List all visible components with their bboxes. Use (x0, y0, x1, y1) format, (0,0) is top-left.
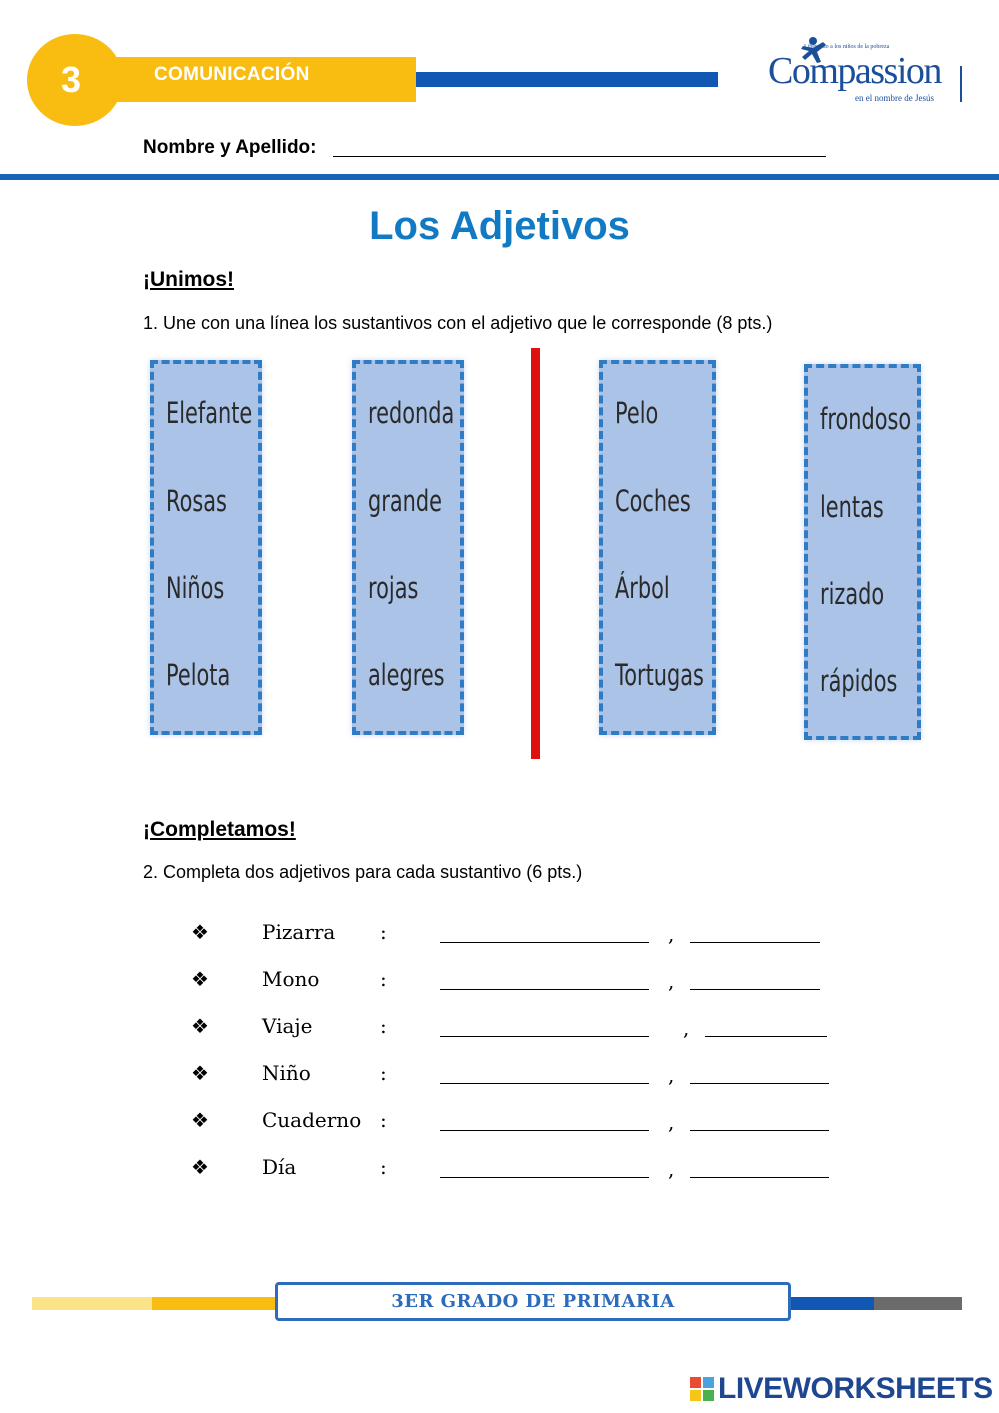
footer-stripe-gray (874, 1297, 962, 1310)
row-colon: : (380, 1014, 387, 1038)
row-comma: , (668, 1063, 675, 1087)
adjective-blank-1[interactable] (440, 989, 649, 990)
word-item[interactable]: grande (368, 484, 442, 518)
row-colon: : (380, 967, 387, 991)
compassion-logo (765, 36, 965, 108)
section1-instruction: 1. Une con una línea los sustantivos con el adjetivo que le corresponde (8 pts.) (143, 313, 773, 333)
footer-stripe-yellow (152, 1297, 277, 1310)
diamond-bullet-icon: ❖ (191, 1014, 209, 1038)
logo-brand-name: Compassion (768, 50, 941, 92)
row-colon: : (380, 1155, 387, 1179)
adjective-blank-2[interactable] (690, 1083, 829, 1084)
section2-heading: ¡Completamos! (143, 818, 296, 841)
page-title: Los Adjetivos (369, 204, 630, 248)
name-input-line[interactable] (333, 156, 826, 157)
adjective-blank-2[interactable] (705, 1036, 827, 1037)
row-comma: , (668, 969, 675, 993)
column-divider (531, 348, 540, 759)
grade-number-badge: 3 (27, 34, 123, 126)
diamond-bullet-icon: ❖ (191, 967, 209, 991)
word-item[interactable]: alegres (368, 658, 445, 692)
liveworksheets-logo-icon (690, 1377, 714, 1401)
word-item[interactable]: lentas (820, 490, 884, 524)
word-item[interactable]: Pelota (166, 658, 231, 692)
word-item[interactable]: rojas (368, 571, 419, 605)
word-box-adjectives-2 (804, 364, 921, 740)
adjective-blank-2[interactable] (690, 989, 820, 990)
word-item[interactable]: Pelo (615, 396, 659, 430)
word-item[interactable]: Coches (615, 484, 691, 518)
footer-stripe-blue (789, 1297, 874, 1310)
section2-instruction: 2. Completa dos adjetivos para cada sustantivo (6 pts.) (143, 862, 583, 882)
noun-label: Pizarra (262, 920, 336, 944)
noun-label: Viaje (262, 1014, 313, 1038)
adjective-blank-1[interactable] (440, 1130, 649, 1131)
word-item[interactable]: Árbol (615, 571, 670, 605)
word-item[interactable]: Niños (166, 571, 225, 605)
word-item[interactable]: redonda (368, 396, 455, 430)
row-colon: : (380, 1061, 387, 1085)
name-label: Nombre y Apellido: (143, 137, 317, 158)
liveworksheets-watermark (690, 1373, 993, 1405)
noun-label: Día (262, 1155, 297, 1179)
footer-stripe-light-yellow (32, 1297, 152, 1310)
logo-tagline-top: Liberando a los niños de la pobreza (804, 44, 890, 50)
logo-divider (960, 66, 962, 102)
row-colon: : (380, 1108, 387, 1132)
adjective-blank-1[interactable] (440, 1083, 649, 1084)
row-comma: , (668, 1110, 675, 1134)
word-item[interactable]: rápidos (820, 664, 898, 698)
row-comma: , (668, 922, 675, 946)
word-item[interactable]: Rosas (166, 484, 227, 518)
adjective-blank-1[interactable] (440, 942, 649, 943)
adjective-blank-2[interactable] (690, 1130, 829, 1131)
header-rule (0, 174, 999, 180)
adjective-blank-2[interactable] (690, 942, 820, 943)
noun-label: Mono (262, 967, 320, 991)
header-blue-stripe (416, 72, 718, 87)
word-box-nouns-1 (150, 360, 262, 735)
adjective-blank-1[interactable] (440, 1036, 649, 1037)
noun-label: Cuaderno (262, 1108, 362, 1132)
diamond-bullet-icon: ❖ (191, 1155, 209, 1179)
adjective-blank-1[interactable] (440, 1177, 649, 1178)
word-box-adjectives-1 (352, 360, 464, 735)
row-comma: , (668, 1157, 675, 1181)
noun-label: Niño (262, 1061, 311, 1085)
subject-banner: COMUNICACIÓN (110, 57, 416, 102)
diamond-bullet-icon: ❖ (191, 920, 209, 944)
word-item[interactable]: Tortugas (615, 658, 704, 692)
liveworksheets-wordmark: LIVEWORKSHEETS (718, 1372, 993, 1405)
word-item[interactable]: frondoso (820, 402, 912, 436)
section1-heading: ¡Unimos! (143, 268, 234, 291)
diamond-bullet-icon: ❖ (191, 1061, 209, 1085)
diamond-bullet-icon: ❖ (191, 1108, 209, 1132)
word-item[interactable]: rizado (820, 577, 885, 611)
row-comma: , (683, 1016, 690, 1040)
adjective-blank-2[interactable] (690, 1177, 829, 1178)
row-colon: : (380, 920, 387, 944)
logo-tagline-bottom: en el nombre de Jesús (855, 93, 934, 103)
word-item[interactable]: Elefante (166, 396, 253, 430)
word-box-nouns-2 (599, 360, 716, 735)
grade-level-banner: 3ER GRADO DE PRIMARIA (275, 1282, 791, 1321)
